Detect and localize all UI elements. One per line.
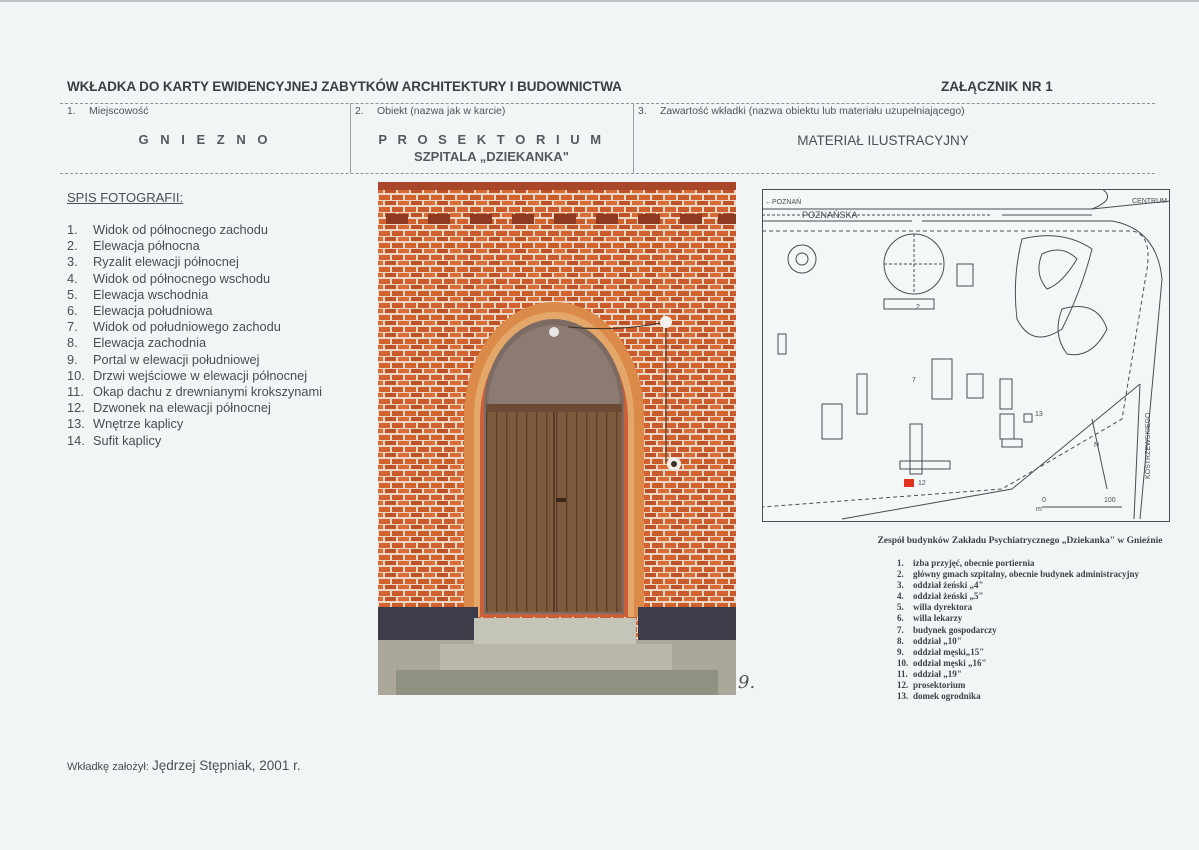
item-number: 11. xyxy=(897,668,908,679)
item-number: 4. xyxy=(67,270,78,286)
prosektorium-marker xyxy=(904,479,914,487)
item-text: Okap dachu z drewnianymi krokszynami xyxy=(93,384,323,400)
item-text: oddział „19" xyxy=(913,668,962,679)
item-number: 14. xyxy=(67,432,85,448)
map-label: CENTRUM xyxy=(1132,198,1167,205)
field-label: Miejscowość xyxy=(89,105,149,117)
item-text: oddział męski„15" xyxy=(913,646,985,657)
item-number: 8. xyxy=(897,635,904,646)
field-object-label xyxy=(355,105,505,117)
item-number: 12. xyxy=(67,400,85,416)
legend-item xyxy=(897,580,1139,591)
list-item xyxy=(67,384,322,400)
legend-item xyxy=(897,591,1139,602)
item-number: 11. xyxy=(67,384,84,400)
portal-photograph xyxy=(378,182,736,695)
item-text: Widok od północnego wschodu xyxy=(93,270,271,286)
item-number: 13. xyxy=(67,416,85,432)
item-text: oddział męski „16" xyxy=(913,657,987,668)
list-item xyxy=(67,433,322,449)
item-number: 9. xyxy=(67,351,78,367)
field-label: Obiekt (nazwa jak w karcie) xyxy=(377,105,506,117)
field-content-label xyxy=(638,105,965,117)
document-title: WKŁADKA DO KARTY EWIDENCYJNEJ ZABYTKÓW ARCHITEKTURY I BUDOWNICTWA xyxy=(67,79,622,94)
item-number: 9. xyxy=(897,646,904,657)
item-text: Wnętrze kaplicy xyxy=(93,416,184,432)
map-street-label: KOSTRZEWSKIEGO xyxy=(1145,412,1152,479)
item-text: oddział żeński „5" xyxy=(913,591,984,602)
map-building-number: 12 xyxy=(918,480,926,487)
list-item xyxy=(67,254,322,270)
item-text: Elewacja północna xyxy=(93,238,200,254)
field-label: Zawartość wkładki (nazwa obiektu lub materiału uzupełniającego) xyxy=(660,105,965,117)
table-bottom-rule xyxy=(60,173,1155,174)
legend-item xyxy=(897,647,1139,658)
item-number: 3. xyxy=(897,580,904,591)
item-text: Widok od północnego zachodu xyxy=(93,222,269,237)
item-number: 8. xyxy=(67,335,78,351)
map-scale-label: 100 xyxy=(1104,497,1116,504)
map-caption: Zespół budynków Zakładu Psychiatrycznego „Dziekanka" w Gnieźnie xyxy=(877,536,1163,546)
author-credit xyxy=(67,758,301,773)
list-item xyxy=(67,238,322,254)
map-scale-unit: m xyxy=(1036,506,1042,513)
item-text: Portal w elewacji południowej xyxy=(93,351,260,367)
item-text: Elewacja wschodnia xyxy=(93,286,209,302)
map-street-label: POZNAŃSKA xyxy=(802,210,858,220)
item-number: 2. xyxy=(67,238,78,254)
item-number: 3. xyxy=(67,254,78,270)
brick-portal-illustration xyxy=(378,182,736,695)
item-text: Elewacja zachodnia xyxy=(93,335,207,351)
item-number: 5. xyxy=(897,602,904,613)
item-text: budynek gospodarczy xyxy=(913,624,997,635)
item-number: 12. xyxy=(897,680,909,691)
map-building-number: 7 xyxy=(912,377,916,384)
item-number: 7. xyxy=(67,319,78,335)
legend-item xyxy=(897,569,1139,580)
item-number: 13. xyxy=(897,691,909,702)
item-number: 5. xyxy=(67,286,78,302)
legend-item xyxy=(897,613,1139,624)
item-text: Ryzalit elewacji północnej xyxy=(93,254,239,270)
map-scale-label: 0 xyxy=(1042,497,1046,504)
item-text: domek ogrodnika xyxy=(913,691,981,702)
site-map xyxy=(762,189,1170,522)
list-item xyxy=(67,416,322,432)
map-building-number: 2 xyxy=(916,304,920,311)
list-item xyxy=(67,335,322,351)
list-item xyxy=(67,287,322,303)
item-number: 1. xyxy=(67,222,78,237)
item-text: izba przyjęć, obecnie portiernia xyxy=(913,558,1035,568)
item-text: oddział „10" xyxy=(913,635,962,646)
field-number: 3. xyxy=(638,105,647,117)
item-text: Drzwi wejściowe w elewacji północnej xyxy=(93,367,308,383)
item-number: 10. xyxy=(67,367,85,383)
item-number: 6. xyxy=(67,303,78,319)
legend-item xyxy=(897,625,1139,636)
photo-number-label: 9. xyxy=(738,672,756,693)
item-number: 6. xyxy=(897,613,904,624)
list-item xyxy=(67,352,322,368)
item-text: Elewacja południowa xyxy=(93,303,213,319)
field-content-value: MATERIAŁ ILUSTRACYJNY xyxy=(797,133,969,148)
item-text: Widok od południowego zachodu xyxy=(93,319,281,335)
item-text: willa dyrektora xyxy=(913,602,973,613)
legend-item xyxy=(897,602,1139,613)
field-number: 1. xyxy=(67,105,76,117)
item-number: 7. xyxy=(897,624,904,635)
map-legend xyxy=(897,558,1139,702)
photo-list xyxy=(67,222,322,449)
field-locality-label xyxy=(67,105,149,117)
item-text: główny gmach szpitalny, obecnie budynek administracyjny xyxy=(913,569,1140,580)
map-north-label: N xyxy=(1094,442,1100,449)
legend-item xyxy=(897,558,1139,569)
author-label: Wkładkę założył: xyxy=(67,761,149,773)
item-number: 4. xyxy=(897,591,904,602)
item-number: 1. xyxy=(897,558,904,568)
item-text: oddział żeński „4" xyxy=(913,580,984,591)
photo-list-heading: SPIS FOTOGRAFII: xyxy=(67,190,184,205)
item-number: 2. xyxy=(897,569,904,580)
list-item xyxy=(67,400,322,416)
field-object-value-line2: SZPITALA „DZIEKANKA" xyxy=(414,149,569,164)
list-item xyxy=(67,271,322,287)
list-item xyxy=(67,319,322,335)
legend-item xyxy=(897,680,1139,691)
field-object-value-line1: P R O S E K T O R I U M xyxy=(378,132,605,147)
item-text: Dzwonek na elewacji północnej xyxy=(93,400,271,416)
map-label: ←POZNAŃ xyxy=(765,199,802,206)
field-locality-value: G N I E Z N O xyxy=(138,132,272,147)
site-plan-drawing xyxy=(762,189,1170,522)
item-text: willa lekarzy xyxy=(913,613,963,624)
list-item xyxy=(67,222,322,238)
field-number: 2. xyxy=(355,105,364,117)
author-name: Jędrzej Stępniak, 2001 r. xyxy=(151,758,301,773)
map-building-number: 13 xyxy=(1035,411,1043,418)
list-item xyxy=(67,368,322,384)
list-item xyxy=(67,303,322,319)
legend-item xyxy=(897,658,1139,669)
item-text: Sufit kaplicy xyxy=(93,432,162,448)
item-number: 10. xyxy=(897,657,909,668)
legend-item xyxy=(897,636,1139,647)
table-top-rule xyxy=(60,103,1155,104)
legend-item xyxy=(897,691,1139,702)
attachment-label: ZAŁĄCZNIK NR 1 xyxy=(941,79,1053,94)
item-text: prosektorium xyxy=(913,680,966,691)
legend-item xyxy=(897,669,1139,680)
